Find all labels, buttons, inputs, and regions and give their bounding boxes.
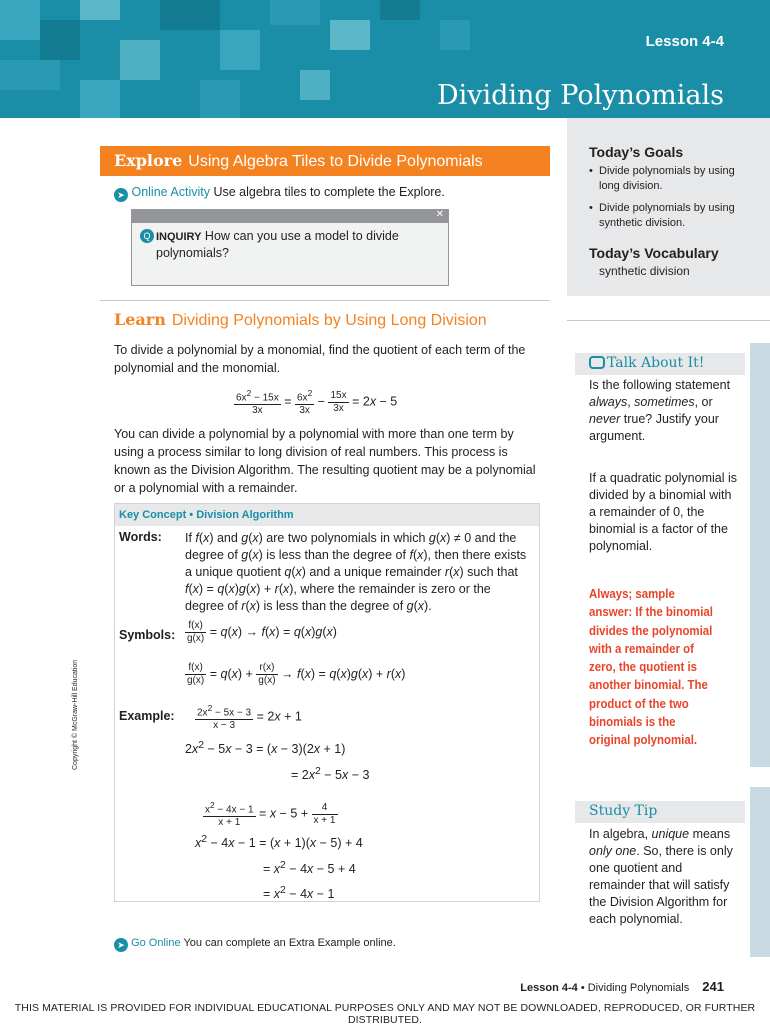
pixel-decoration [380, 0, 420, 20]
pixel-decoration [270, 0, 320, 25]
fraction: $\frac{x^2 - 4x - 1}{x + 1}$ [205, 800, 254, 829]
fraction: $\frac{15x}{3x}$ [330, 389, 347, 414]
page-title: Dividing Polynomials [436, 80, 724, 111]
fraction: $\frac{6x^2 - 15x}{3x}$ [236, 388, 279, 417]
pixel-decoration [300, 70, 330, 100]
disclaimer: THIS MATERIAL IS PROVIDED FOR INDIVIDUAL EDUCATIONAL PURPOSES ONLY AND MAY NOT BE DOWNLOADED, REPRODUCED, OR FURTHER DISTRIBUTED. [14, 1002, 756, 1024]
cursor-icon: ➤ [114, 188, 128, 202]
talk-answer: Always; sample answer: If the binomial divides the polynomial with a remainder of zero, the quotient is another binomial. The product of the two binomials is the original polynomial. [589, 586, 713, 748]
divider [100, 300, 550, 301]
page-footer [520, 979, 724, 994]
pixel-decoration [0, 60, 60, 90]
pixel-decoration [440, 20, 470, 50]
pixel-decoration [120, 40, 160, 80]
online-activity-text: Use algebra tiles to complete the Explore. [213, 185, 445, 199]
cursor-icon: ➤ [114, 938, 128, 952]
key-concept-box [114, 503, 540, 902]
pixel-decoration [200, 80, 240, 118]
example-label: Example: [119, 709, 175, 723]
footer-lesson-ref: Lesson 4-4 [520, 982, 578, 994]
study-tip-title: Study Tip [589, 803, 658, 819]
inquiry-box [131, 209, 449, 286]
monomial-division-equation: $\frac{6x^2 - 15x}{3x}$ = $\frac{6x^2}{3x}$ − $\frac{15x}{3x}$ = 2x − 5 [236, 388, 398, 417]
lesson-header [0, 0, 770, 118]
explore-keyword: Explore [114, 151, 183, 170]
pixel-decoration [40, 20, 80, 60]
talk-statement: If a quadratic polynomial is divided by a binomial with a remainder of 0, the binomial is a factor of the polynomial. [589, 471, 737, 553]
fraction: $\frac{2x^2 - 5x - 3}{x - 3}$ [197, 703, 252, 732]
todays-goals-panel [567, 118, 770, 296]
learn-heading [114, 310, 487, 330]
symbols-equation-1: $\frac{f(x)}{g(x)}$ = q(x) → f(x) = q(x)g(x) [187, 620, 337, 644]
key-concept-heading: Key Concept • Division Algorithm [115, 504, 539, 526]
symbols-label: Symbols: [119, 628, 176, 642]
inquiry-content [140, 228, 440, 261]
fraction: $\frac{f(x)}{g(x)}$ [187, 662, 205, 686]
copyright-notice: Copyright © McGraw-Hill Education [72, 659, 79, 770]
goal-item: • Divide polynomials by using long division. [589, 164, 758, 194]
vocab-term[interactable]: synthetic division [599, 264, 690, 278]
learn-title: Dividing Polynomials by Using Long Division [171, 312, 487, 329]
go-online-text: You can complete an Extra Example online. [183, 937, 396, 949]
fraction: $\frac{f(x)}{g(x)}$ [187, 620, 205, 644]
go-online-link[interactable]: Go Online [131, 937, 181, 949]
close-icon[interactable]: ✕ [435, 209, 444, 220]
learn-paragraph-1: To divide a polynomial by a monomial, find the quotient of each term of the polynomial and the monomial. [114, 343, 526, 375]
footer-lesson-name: Dividing Polynomials [587, 982, 690, 994]
example-equation-4: $\frac{x^2 - 4x - 1}{x + 1}$ = x − 5 + $\frac{4}{x + 1}$ [205, 800, 336, 829]
pixel-decoration [80, 80, 120, 118]
chat-icon [589, 356, 605, 369]
words-text: If f(x) and g(x) are two polynomials in which g(x) ≠ 0 and the degree of g(x) is less than the degree of f(x), then there exists a unique quotient q(x) and a unique remainder r(x) such that f(x) = q(x)g(x) + r(x), where the remainder is zero or the degree of r(x) is less than the degree of g(x). [185, 531, 527, 613]
go-online-row[interactable] [114, 937, 396, 952]
pixel-decoration [0, 0, 40, 40]
example-equation-6: = $x^2 - 4x - 5 + 4$ [263, 860, 356, 877]
example-equation-2: $2x^2 - 5x - 3 = (x - 3)(2x + 1)$ [185, 740, 346, 757]
sidebar-accent [750, 343, 770, 767]
study-tip-text: In algebra, unique means only one. So, there is only one quotient and remainder that will satisfy the Division Algorithm for each polynomial. [589, 827, 733, 926]
search-icon: Q [140, 229, 154, 243]
example-equation-1: $\frac{2x^2 - 5x - 3}{x - 3}$ = 2x + 1 [197, 703, 302, 732]
fraction: $\frac{r(x)}{g(x)}$ [258, 662, 276, 686]
explore-title: Using Algebra Tiles to Divide Polynomials [188, 153, 483, 170]
sidebar-accent [750, 787, 770, 957]
explore-banner [100, 146, 550, 176]
pixel-decoration [220, 30, 260, 70]
online-activity-link[interactable]: Online Activity [131, 185, 210, 199]
online-activity-row[interactable] [114, 185, 445, 202]
pixel-decoration [160, 0, 220, 30]
symbols-equation-2: $\frac{f(x)}{g(x)}$ = q(x) + $\frac{r(x)}{g(x)}$ → f(x) = q(x)g(x) + r(x) [187, 662, 406, 686]
learn-keyword: Learn [114, 310, 166, 329]
pixel-decoration [80, 0, 120, 20]
divider [567, 320, 770, 321]
lesson-label: Lesson 4-4 [645, 33, 724, 50]
example-equation-3: = $2x^2 - 5x - 3$ [291, 766, 370, 783]
learn-paragraph-2: You can divide a polynomial by a polynomial with more than one term by using a process similar to long division of real numbers. This process is known as the Division Algorithm. The resulting quotient may be a polynomial or a polynomial with a remainder. [114, 427, 536, 495]
fraction: $\frac{6x^2}{3x}$ [297, 388, 313, 417]
words-label: Words: [119, 530, 162, 544]
pixel-decoration [330, 20, 370, 50]
inquiry-titlebar [132, 210, 448, 223]
inquiry-label: INQUIRY [156, 231, 202, 243]
talk-title-text: Talk About It! [607, 355, 705, 371]
inquiry-question: How can you use a model to divide polynomials? [156, 229, 399, 260]
example-equation-7: = $x^2 - 4x - 1$ [263, 885, 335, 902]
footer-separator: • [580, 982, 585, 994]
goal-item: • Divide polynomials by using synthetic division. [589, 201, 758, 231]
goals-heading: Today’s Goals [589, 144, 684, 160]
talk-prompt: Is the following statement always, sometimes, or never true? Justify your argument. [589, 378, 731, 443]
vocab-heading: Today’s Vocabulary [589, 245, 719, 261]
page-number: 241 [702, 979, 724, 994]
example-equation-5: $x^2 - 4x - 1 = (x + 1)(x - 5) + 4$ [195, 834, 363, 851]
talk-about-it-title [589, 355, 704, 371]
fraction: $\frac{4}{x + 1}$ [313, 801, 336, 826]
